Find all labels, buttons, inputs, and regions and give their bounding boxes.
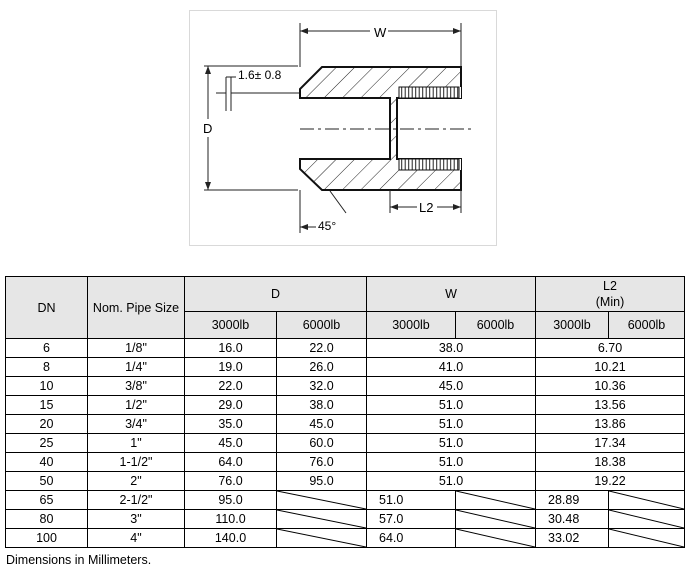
cell-w: 51.0 [367,453,536,472]
header-w: W [367,277,536,312]
cell-nom-pipe-size: 4" [88,529,185,548]
cell-nom-pipe-size: 1/2" [88,396,185,415]
cell-d-3000lb: 22.0 [185,377,277,396]
header-l2-label: L2 [603,279,617,293]
cell-nom-pipe-size: 1-1/2" [88,453,185,472]
cell-w: 51.0 [367,396,536,415]
footnote: Dimensions in Millimeters. [6,553,152,567]
header-w-3000lb: 3000lb [367,312,456,339]
cell-d-6000lb: 60.0 [277,434,367,453]
cell-l2: 10.36 [536,377,685,396]
header-row-1 [6,277,685,312]
cell-d-3000lb: 76.0 [185,472,277,491]
not-applicable-slash [277,491,366,509]
not-applicable-slash [277,510,366,528]
table-row [6,491,685,510]
cell-w-3000lb: 64.0 [367,529,456,548]
cell-dn: 100 [6,529,88,548]
cell-w-6000lb-na [456,529,536,548]
cell-nom-pipe-size: 3/8" [88,377,185,396]
cell-dn: 25 [6,434,88,453]
not-applicable-slash [456,510,535,528]
dimension-gap [216,77,300,111]
cell-d-3000lb: 64.0 [185,453,277,472]
cell-w: 51.0 [367,472,536,491]
half-coupling-drawing [190,11,496,245]
cell-dn: 8 [6,358,88,377]
label-l2: L2 [419,200,434,215]
cell-d-3000lb: 35.0 [185,415,277,434]
coupling-body [300,67,474,190]
cell-nom-pipe-size: 1/8" [88,339,185,358]
cell-l2-6000lb-na [609,491,685,510]
cell-w: 41.0 [367,358,536,377]
header-d: D [185,277,367,312]
cell-nom-pipe-size: 2" [88,472,185,491]
table-row [6,472,685,491]
not-applicable-slash [609,510,684,528]
table-row [6,339,685,358]
header-l2-min: (Min) [595,295,625,309]
header-d-6000lb: 6000lb [277,312,367,339]
cell-w-6000lb-na [456,491,536,510]
cell-w: 51.0 [367,434,536,453]
cell-l2-3000lb: 30.48 [536,510,609,529]
cell-d-6000lb: 38.0 [277,396,367,415]
cell-w-3000lb: 57.0 [367,510,456,529]
cell-l2: 17.34 [536,434,685,453]
cell-l2: 18.38 [536,453,685,472]
cell-l2-3000lb: 28.89 [536,491,609,510]
cell-l2: 13.56 [536,396,685,415]
cell-d-6000lb: 22.0 [277,339,367,358]
cell-l2-6000lb-na [609,529,685,548]
not-applicable-slash [456,529,535,547]
cell-d-6000lb: 32.0 [277,377,367,396]
label-gap: 1.6± 0.8 [238,68,282,82]
not-applicable-slash [609,529,684,547]
cell-dn: 20 [6,415,88,434]
cell-w: 51.0 [367,415,536,434]
cell-dn: 50 [6,472,88,491]
table-row [6,510,685,529]
cell-dn: 10 [6,377,88,396]
technical-drawing [189,10,497,246]
dimension-table [5,276,685,548]
cell-d-3000lb: 110.0 [185,510,277,529]
cell-dn: 15 [6,396,88,415]
cell-nom-pipe-size: 2-1/2" [88,491,185,510]
cell-d-6000lb: 95.0 [277,472,367,491]
header-w-6000lb: 6000lb [456,312,536,339]
cell-l2: 10.21 [536,358,685,377]
not-applicable-slash [277,529,366,547]
cell-l2: 13.86 [536,415,685,434]
table-row [6,358,685,377]
dimension-d [204,66,298,190]
cell-w-3000lb: 51.0 [367,491,456,510]
label-angle: 45° [318,219,337,233]
cell-d-3000lb: 45.0 [185,434,277,453]
header-l2-3000lb: 3000lb [536,312,609,339]
cell-nom-pipe-size: 1/4" [88,358,185,377]
cell-w: 38.0 [367,339,536,358]
cell-d-6000lb-na [277,529,367,548]
cell-w: 45.0 [367,377,536,396]
cell-l2-3000lb: 33.02 [536,529,609,548]
table-row [6,415,685,434]
not-applicable-slash [456,491,535,509]
header-d-3000lb: 3000lb [185,312,277,339]
label-d: D [203,121,213,136]
cell-l2-6000lb-na [609,510,685,529]
cell-d-6000lb: 76.0 [277,453,367,472]
header-dn: DN [6,277,88,339]
cell-dn: 6 [6,339,88,358]
table-row [6,453,685,472]
label-w: W [374,25,387,40]
cell-nom-pipe-size: 3" [88,510,185,529]
cell-d-3000lb: 16.0 [185,339,277,358]
not-applicable-slash [609,491,684,509]
cell-w-6000lb-na [456,510,536,529]
table-row [6,434,685,453]
table-row [6,377,685,396]
cell-l2: 19.22 [536,472,685,491]
table-row [6,396,685,415]
cell-nom-pipe-size: 1" [88,434,185,453]
cell-dn: 80 [6,510,88,529]
header-nom-pipe-size: Nom. Pipe Size [88,277,185,339]
cell-d-6000lb-na [277,510,367,529]
table-row [6,529,685,548]
cell-dn: 65 [6,491,88,510]
cell-d-6000lb-na [277,491,367,510]
cell-d-3000lb: 29.0 [185,396,277,415]
cell-d-3000lb: 140.0 [185,529,277,548]
header-l2-6000lb: 6000lb [609,312,685,339]
cell-d-3000lb: 95.0 [185,491,277,510]
cell-nom-pipe-size: 3/4" [88,415,185,434]
cell-l2: 6.70 [536,339,685,358]
cell-d-6000lb: 26.0 [277,358,367,377]
header-l2 [536,277,685,312]
cell-d-3000lb: 19.0 [185,358,277,377]
cell-dn: 40 [6,453,88,472]
cell-d-6000lb: 45.0 [277,415,367,434]
